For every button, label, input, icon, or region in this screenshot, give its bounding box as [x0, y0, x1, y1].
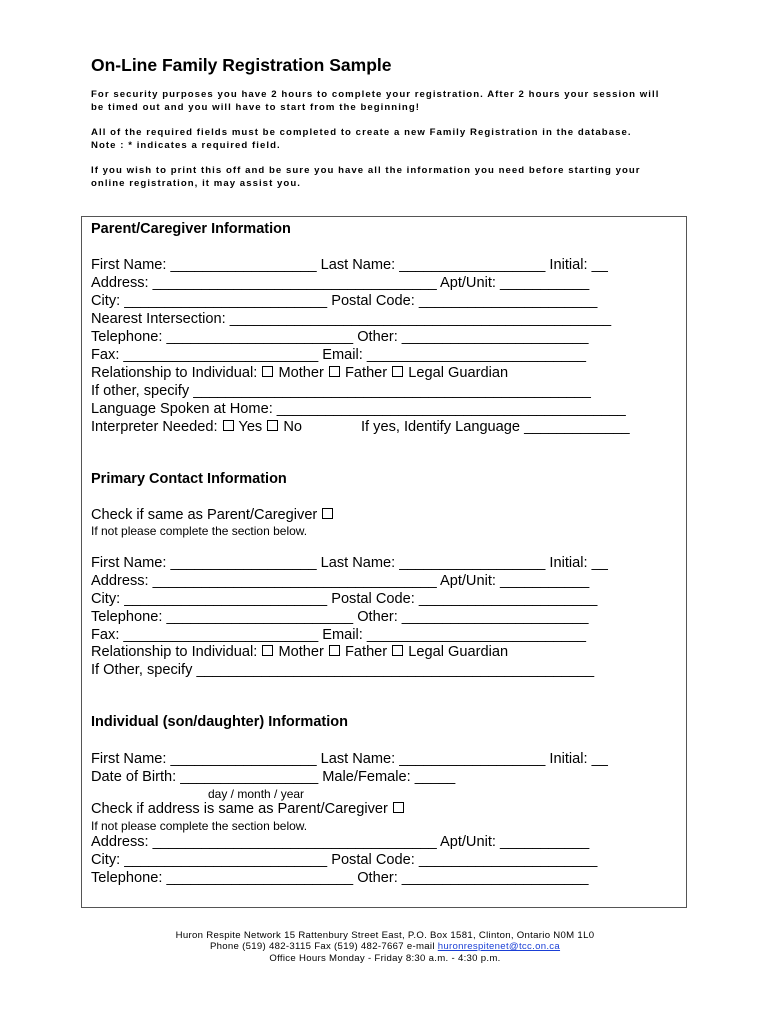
interpreter-no-label: No	[283, 419, 303, 435]
individual-dob-line: Date of Birth: _________________ Male/Female: _____	[91, 769, 456, 785]
parent-father-label: Father	[344, 365, 388, 381]
primary-relationship-line	[91, 643, 508, 661]
primary-father-checkbox[interactable]	[329, 645, 340, 656]
individual-city-line: City: _________________________ Postal Code: ______________________	[91, 852, 598, 868]
interpreter-language-line: If yes, Identify Language _____________	[361, 419, 630, 435]
footer-contact	[0, 941, 770, 952]
parent-address-line: Address: ___________________________________ Apt/Unit: ___________	[91, 275, 590, 291]
parent-language-line: Language Spoken at Home: ___________________________________________	[91, 401, 626, 417]
intro-security-line2: be timed out and you will have to start from the beginning!	[91, 102, 420, 113]
parent-fax-line: Fax: ________________________ Email: ___________________________	[91, 347, 587, 363]
primary-mother-label: Mother	[278, 644, 324, 660]
parent-intersection-line: Nearest Intersection: _______________________________________________	[91, 311, 612, 327]
intro-required-line2: Note : * indicates a required field.	[91, 140, 281, 151]
page-title: On-Line Family Registration Sample	[91, 55, 392, 75]
footer-address: Huron Respite Network 15 Rattenbury Street East, P.O. Box 1581, Clinton, Ontario N0M 1L0	[175, 930, 595, 941]
parent-heading: Parent/Caregiver Information	[91, 221, 291, 237]
footer-phone-fax: Phone (519) 482-3115 Fax (519) 482-7667 e-mail	[209, 941, 435, 952]
individual-heading: Individual (son/daughter) Information	[91, 714, 348, 730]
parent-relationship-line	[91, 364, 508, 382]
parent-telephone-line: Telephone: _______________________ Other: _______________________	[91, 329, 589, 345]
parent-city-line: City: _________________________ Postal Code: ______________________	[91, 293, 598, 309]
footer-office-hours: Office Hours Monday - Friday 8:30 a.m. - 4:30 p.m.	[269, 953, 501, 964]
interpreter-yes-label: Yes	[238, 419, 263, 435]
parent-other-specify-line: If other, specify _________________________________________________	[91, 383, 591, 399]
intro-security-line1: For security purposes you have 2 hours to complete your registration. After 2 hours your session will	[91, 89, 660, 100]
primary-city-line: City: _________________________ Postal Code: ______________________	[91, 591, 598, 607]
primary-guardian-label: Legal Guardian	[408, 644, 509, 660]
primary-heading: Primary Contact Information	[91, 471, 287, 487]
primary-name-line: First Name: __________________ Last Name: __________________ Initial: __	[91, 555, 608, 571]
intro-required-line1: All of the required fields must be completed to create a new Family Registration in the database.	[91, 127, 632, 138]
interpreter-no-checkbox[interactable]	[267, 420, 278, 431]
individual-address-line: Address: ___________________________________ Apt/Unit: ___________	[91, 834, 590, 850]
individual-same-checkbox[interactable]	[393, 802, 404, 813]
parent-relationship-label: Relationship to Individual:	[91, 365, 258, 381]
individual-telephone-line: Telephone: _______________________ Other: _______________________	[91, 870, 589, 886]
primary-address-line: Address: ___________________________________ Apt/Unit: ___________	[91, 573, 590, 589]
intro-print-line1: If you wish to print this off and be sure you have all the information you need before starting your	[91, 165, 641, 176]
parent-name-line: First Name: __________________ Last Name: __________________ Initial: __	[91, 257, 608, 273]
individual-name-line: First Name: __________________ Last Name: __________________ Initial: __	[91, 751, 608, 767]
parent-mother-checkbox[interactable]	[262, 366, 273, 377]
individual-same-label: Check if address is same as Parent/Caregiver	[91, 801, 388, 817]
primary-other-specify-line: If Other, specify _________________________________________________	[91, 662, 595, 678]
parent-mother-label: Mother	[278, 365, 324, 381]
primary-same-checkbox[interactable]	[322, 508, 333, 519]
primary-relationship-label: Relationship to Individual:	[91, 644, 258, 660]
footer-email-link[interactable]: huronrespitenet@tcc.on.ca	[437, 941, 561, 952]
interpreter-label: Interpreter Needed:	[91, 419, 218, 435]
dob-format-hint: day / month / year	[208, 787, 305, 801]
parent-guardian-label: Legal Guardian	[408, 365, 509, 381]
primary-telephone-line: Telephone: _______________________ Other: _______________________	[91, 609, 589, 625]
parent-interpreter-line	[91, 418, 302, 436]
primary-fax-line: Fax: ________________________ Email: ___________________________	[91, 627, 587, 643]
parent-guardian-checkbox[interactable]	[392, 366, 403, 377]
parent-father-checkbox[interactable]	[329, 366, 340, 377]
individual-note: If not please complete the section below.	[91, 819, 308, 833]
primary-note: If not please complete the section below.	[91, 524, 308, 538]
individual-same-line	[91, 800, 405, 818]
primary-same-label: Check if same as Parent/Caregiver	[91, 507, 318, 523]
primary-father-label: Father	[344, 644, 388, 660]
primary-mother-checkbox[interactable]	[262, 645, 273, 656]
interpreter-yes-checkbox[interactable]	[223, 420, 234, 431]
primary-guardian-checkbox[interactable]	[392, 645, 403, 656]
intro-print-line2: online registration, it may assist you.	[91, 178, 301, 189]
